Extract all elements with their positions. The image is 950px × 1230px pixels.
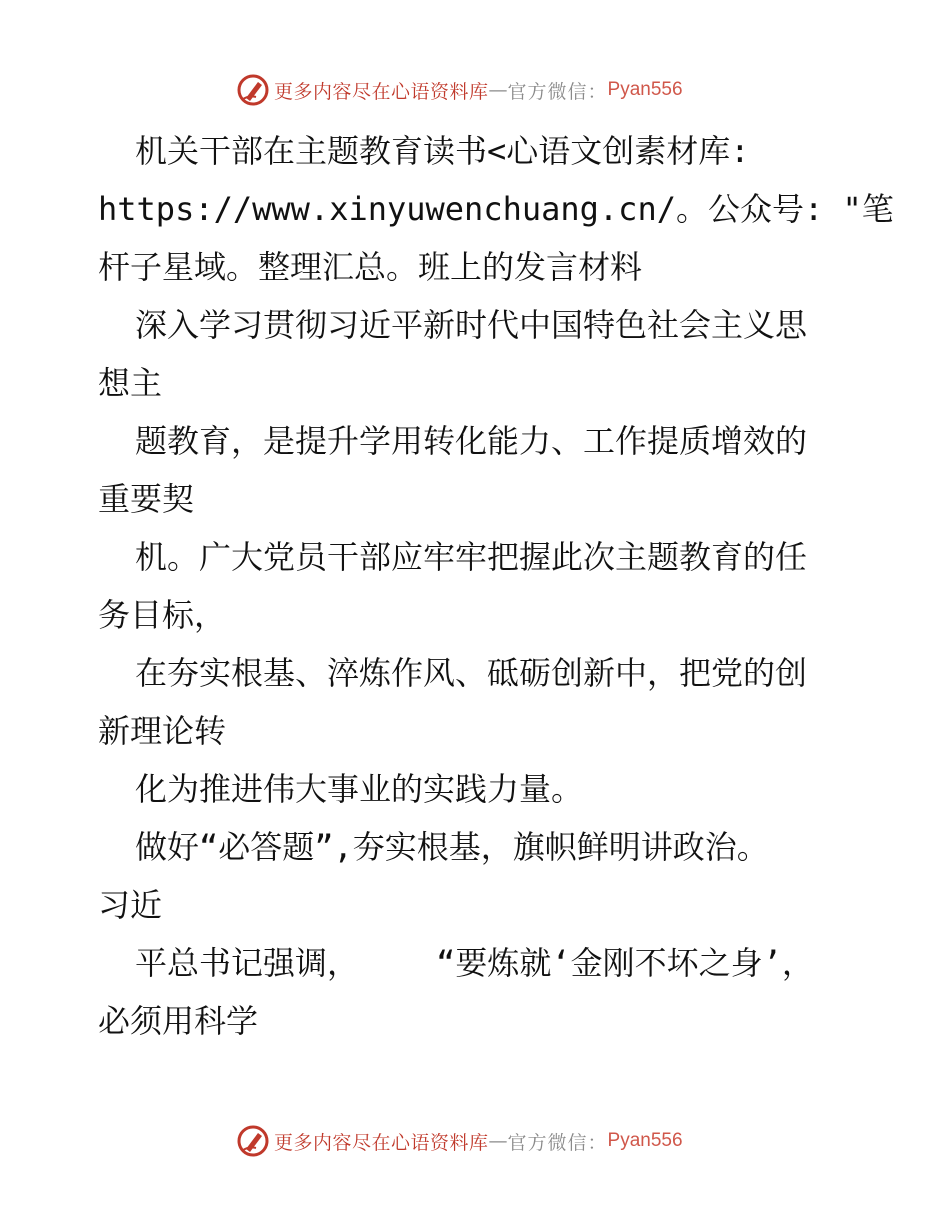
pen-logo-icon	[236, 1124, 270, 1158]
text-line: 重要契	[98, 480, 195, 518]
text-line: 做好“必答题”,夯实根基，旗帜鲜明讲政治。	[135, 828, 769, 866]
text-line: 机关干部在主题教育读书<心语文创素材库:	[135, 132, 750, 170]
text-line: 化为推进伟大事业的实践力量。	[135, 770, 584, 808]
watermark-text: 更多内容尽在心语资料库	[274, 80, 489, 103]
pen-logo-icon	[236, 73, 270, 107]
text-line: 必须用科学	[98, 1002, 259, 1040]
text-line: https://www.xinyuwenchuang.cn/。公众号: "笔	[98, 190, 894, 228]
text-line: 平总书记强调， “要炼就‘金刚不坏之身’，	[135, 944, 814, 982]
text-line: 在夯实根基、淬炼作风、砥砺创新中，把党的创	[135, 654, 808, 692]
watermark-wechat-label: 官方微信：	[507, 80, 608, 103]
text-line: 深入学习贯彻习近平新时代中国特色社会主义思	[135, 306, 808, 344]
text-line: 机。广大党员干部应牢牢把握此次主题教育的任	[135, 538, 808, 576]
document-body	[98, 122, 894, 1050]
watermark-wechat-id: Pyan556	[607, 1130, 683, 1151]
watermark-separator: —	[488, 1130, 508, 1152]
watermark-wechat-id: Pyan556	[607, 79, 683, 100]
footer-watermark	[236, 1121, 683, 1161]
watermark-wechat-label: 官方微信：	[507, 1131, 608, 1154]
text-line: 务目标，	[98, 596, 227, 634]
text-line: 想主	[98, 364, 163, 402]
text-line: 杆子星域。整理汇总。班上的发言材料	[98, 248, 643, 286]
header-watermark	[236, 70, 683, 110]
text-line: 习近	[98, 886, 163, 924]
text-line: 新理论转	[98, 712, 227, 750]
watermark-separator: —	[488, 79, 508, 101]
watermark-text: 更多内容尽在心语资料库	[274, 1131, 489, 1154]
text-line: 题教育，是提升学用转化能力、工作提质增效的	[135, 422, 808, 460]
